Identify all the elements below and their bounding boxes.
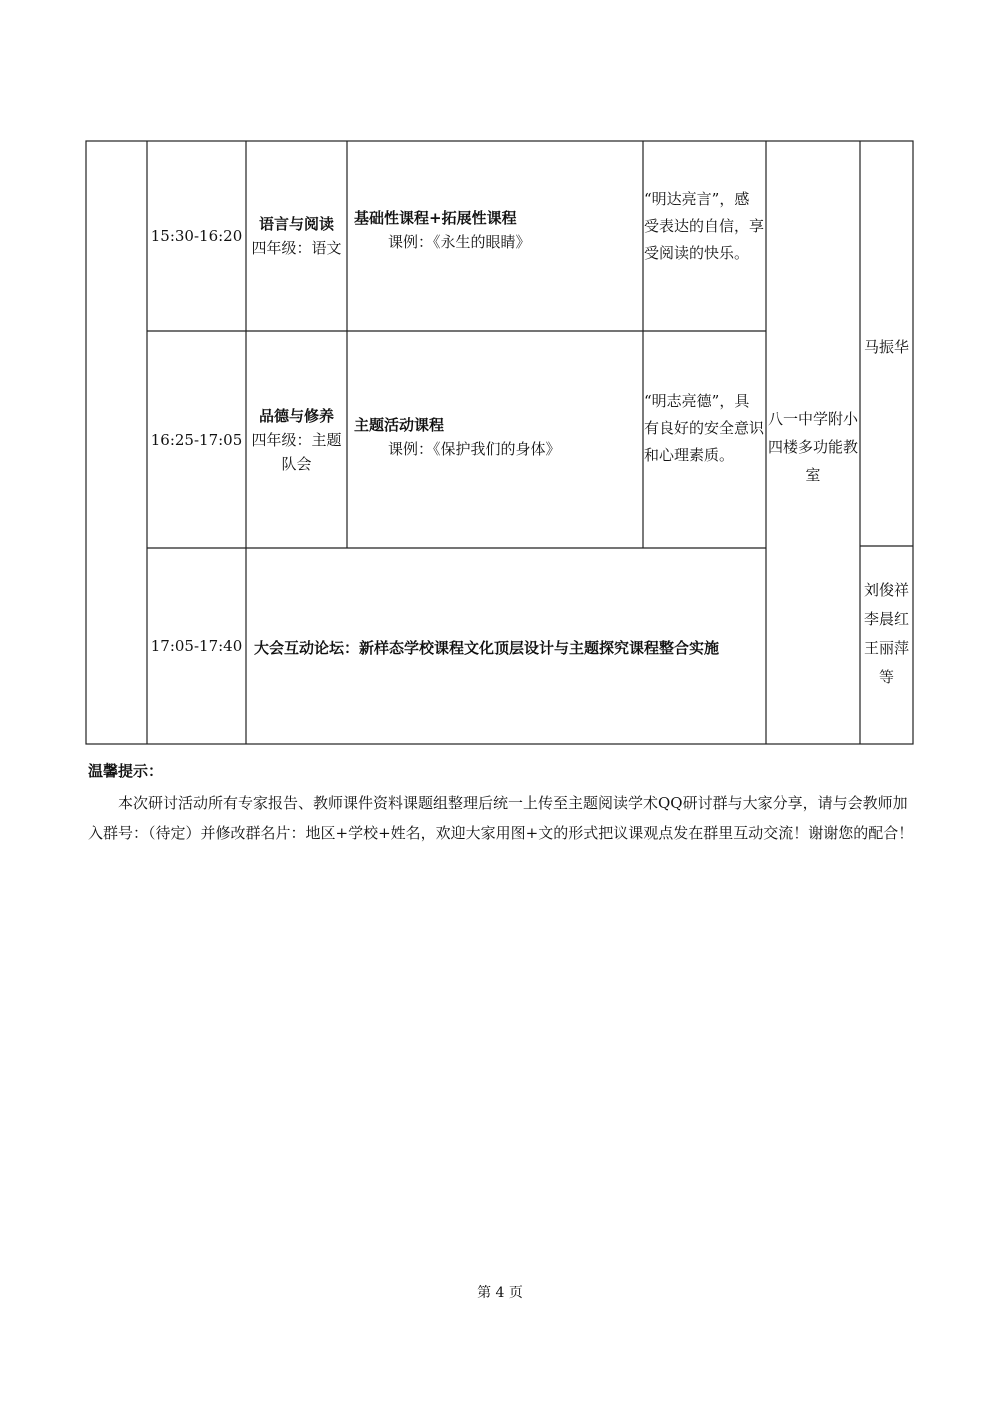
forum-title: 大会互动论坛：新样态学校课程文化顶层设计与主题探究课程整合实施: [254, 639, 720, 657]
time-text: 16:25-17:05: [150, 430, 243, 449]
time-cell: [147, 548, 246, 744]
venue-text: 八一中学附小四楼多功能教室: [768, 410, 859, 484]
host-name: 马振华: [863, 338, 909, 356]
tip-body: 本次研讨活动所有专家报告、教师课件资料课题组整理后统一上传至主题阅读学术QQ研讨群与大家分享，请与会教师加入群号：（待定）并修改群名片：地区+学校+姓名，欢迎大家用图+文的形式把议课观点发在群里互动交流！谢谢您的配合！: [88, 794, 914, 842]
course-type: 主题活动课程: [354, 416, 445, 434]
course-example: 课例：《保护我们的身体》: [388, 440, 561, 458]
host-name: 李晨红: [863, 610, 909, 628]
grade-text: 四年级：主题队会: [251, 430, 342, 473]
course-example: 课例：《永生的眼睛》: [388, 233, 531, 251]
course-cell: [354, 206, 639, 254]
host-name: 刘俊祥: [863, 581, 909, 599]
course-cell: [354, 413, 639, 461]
tip-title: 温馨提示：: [88, 762, 164, 780]
time-cell: [147, 141, 246, 331]
subject-cell: [246, 141, 347, 331]
goal-text: “明志亮德”，具有良好的安全意识和心理素质。: [644, 392, 765, 464]
host-etc: 等: [878, 668, 894, 686]
page-number: 第 4 页: [477, 1285, 523, 1301]
subject-title: 品德与修养: [258, 406, 334, 425]
host-name: 王丽萍: [863, 639, 909, 657]
grade-text: 四年级：语文: [251, 239, 342, 257]
time-text: 17:05-17:40: [150, 637, 243, 655]
goal-text: “明达亮言”，感受表达的自信，享受阅读的快乐。: [644, 190, 765, 262]
time-cell: [147, 331, 246, 548]
subject-cell: [246, 331, 347, 548]
time-text: 15:30-16:20: [150, 227, 243, 245]
course-type: 基础性课程+拓展性课程: [354, 209, 517, 227]
host-list: [860, 576, 913, 692]
subject-title: 语言与阅读: [258, 215, 334, 233]
